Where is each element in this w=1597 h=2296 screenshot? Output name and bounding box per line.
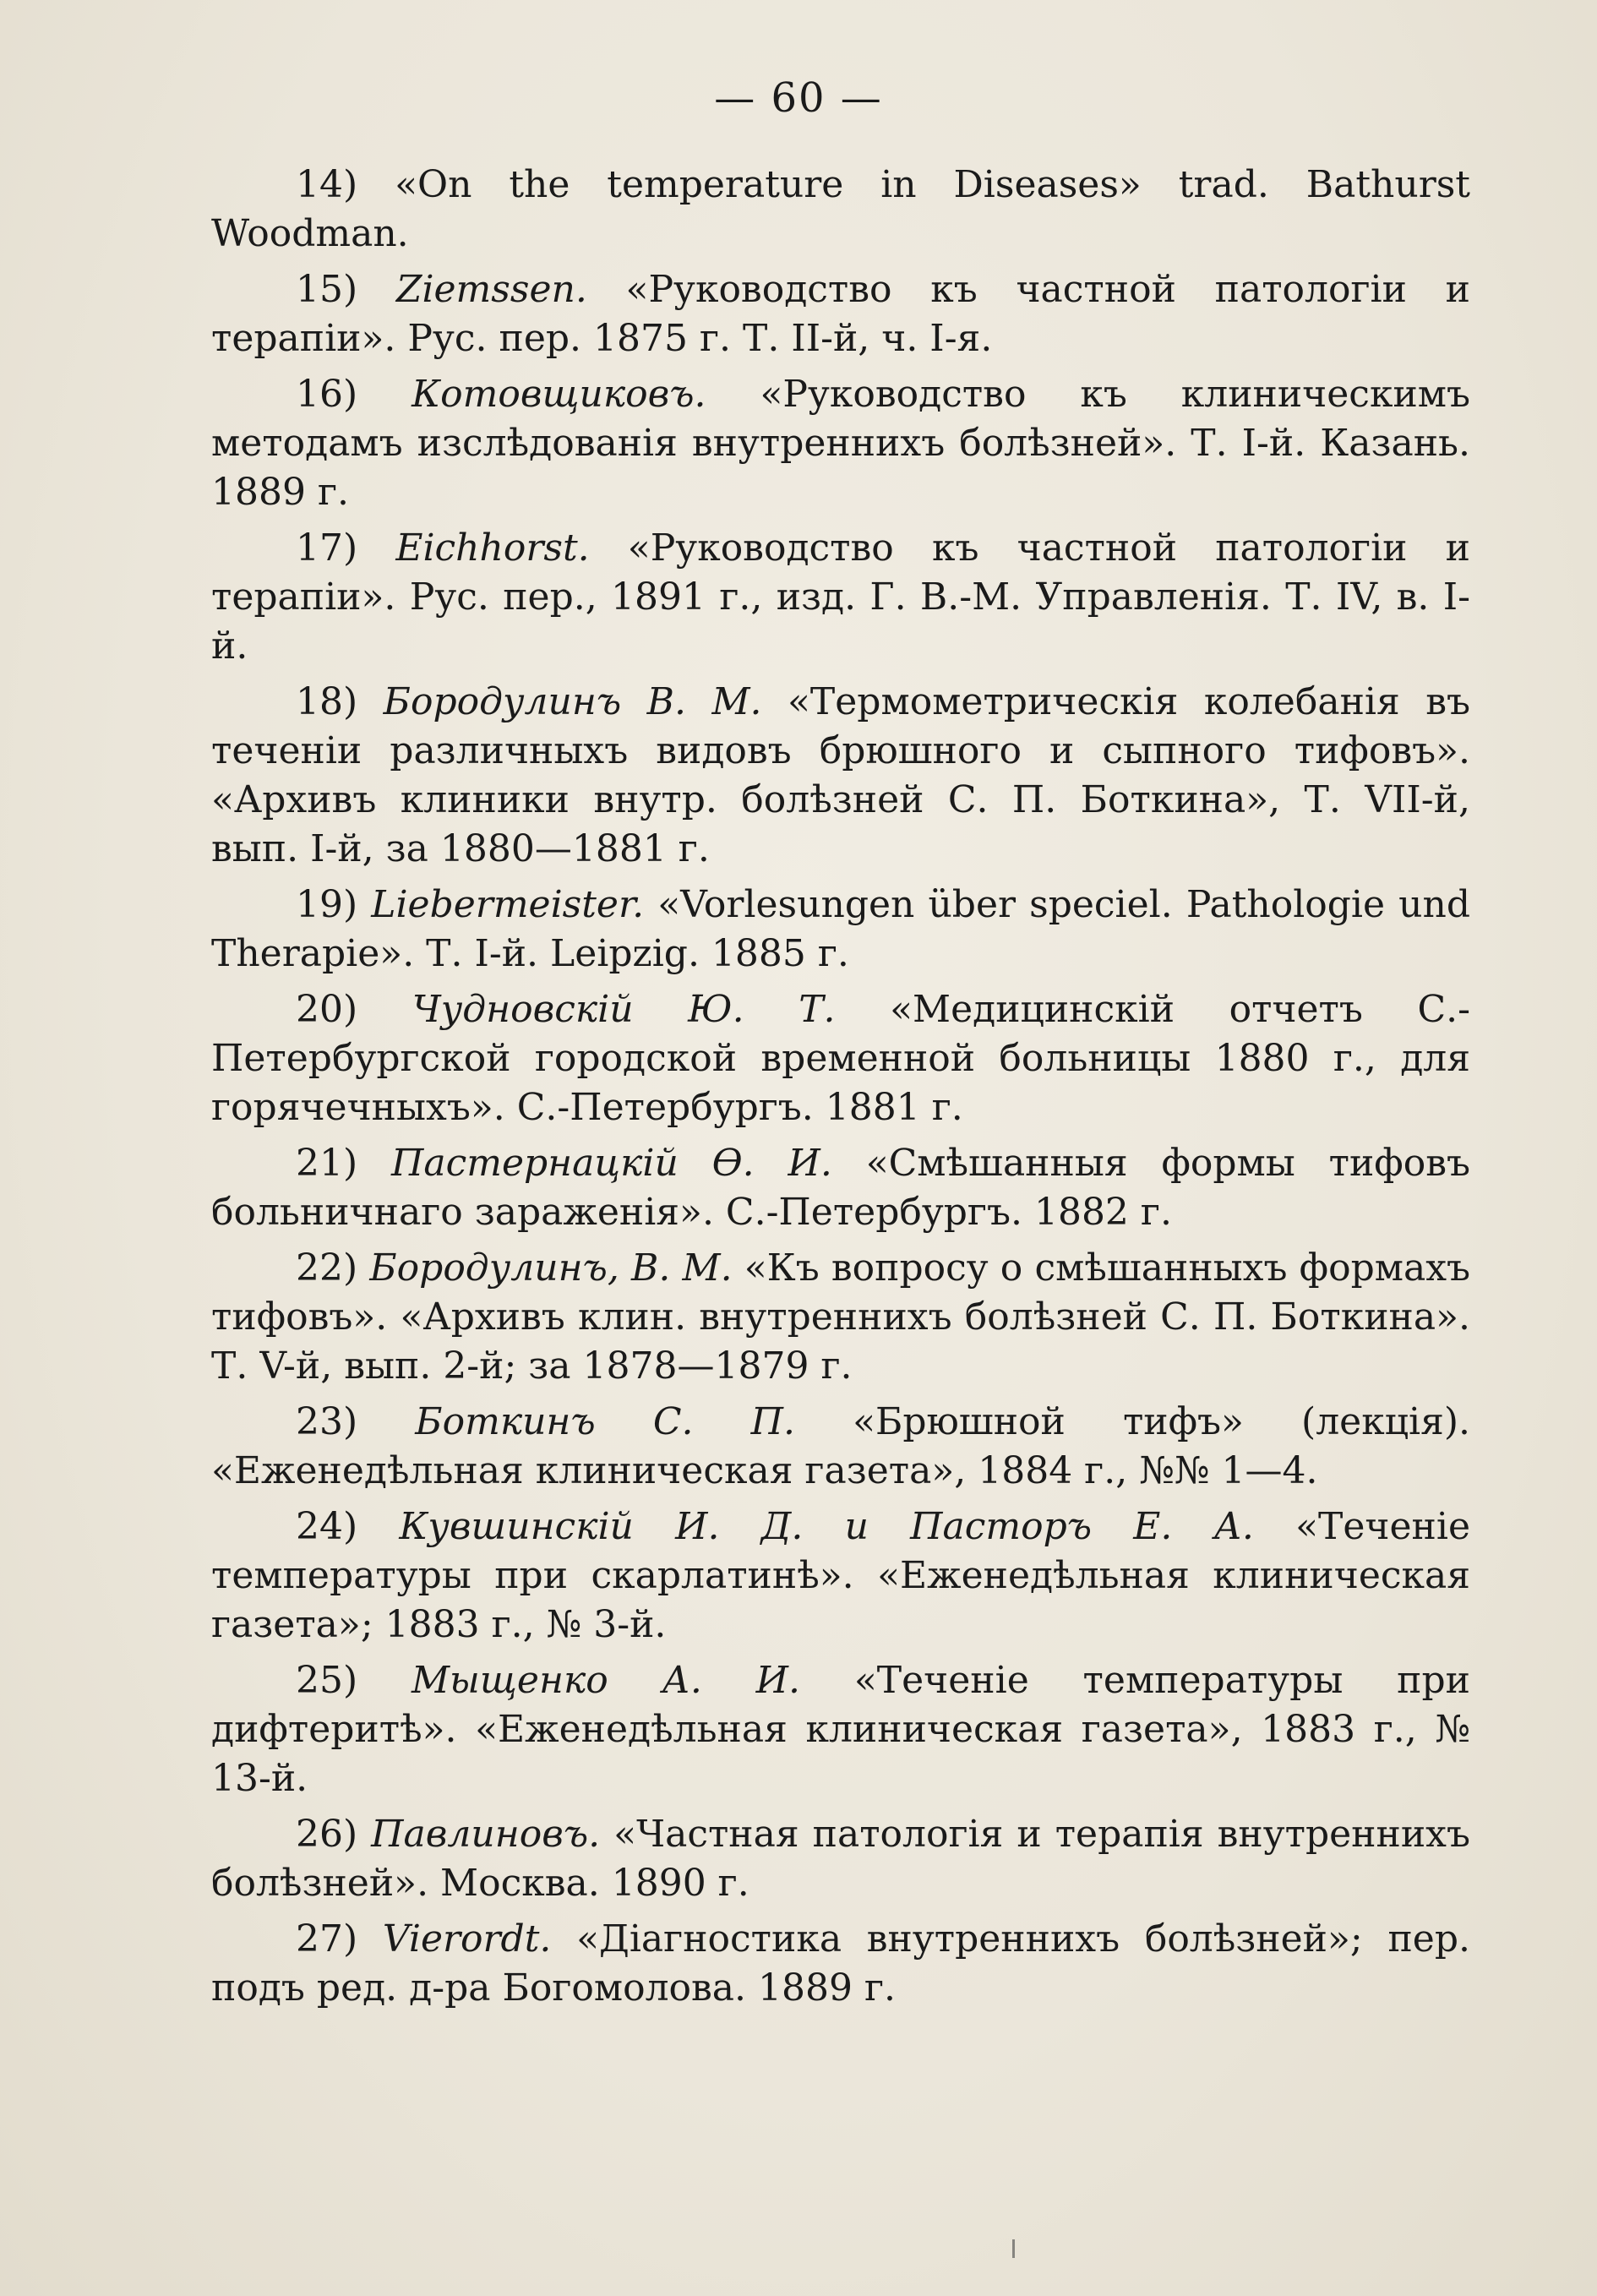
reference-number: 27) — [296, 1917, 358, 1961]
reference-item — [211, 881, 1470, 979]
reference-number: 17) — [296, 526, 358, 570]
reference-number: 22) — [296, 1246, 358, 1290]
reference-list — [211, 161, 1470, 2020]
reference-text: «Частная патологія и терапія внутреннихъ болѣзней». Москва. 1890 г. — [211, 1813, 1470, 1905]
reference-item — [211, 370, 1470, 517]
reference-item — [211, 1244, 1470, 1391]
reference-text: «Руководство къ частной патологіи и терапіи». Рус. пер., 1891 г., изд. Г. В.-М. Управленія. Т. IV, в. I-й. — [211, 526, 1470, 668]
reference-number: 20) — [296, 988, 358, 1031]
reference-number: 25) — [296, 1659, 358, 1702]
reference-author: Павлиновъ. — [371, 1813, 601, 1856]
reference-author: Ziemssen. — [395, 268, 587, 311]
reference-number: 26) — [296, 1813, 358, 1856]
reference-text: «Vorlesungen über speciel. Pathologie und Therapie». Т. I-й. Leipzig. 1885 г. — [211, 883, 1470, 975]
reference-text: «Руководство къ клиническимъ методамъ изслѣдованія внутреннихъ болѣзней». Т. I-й. Казань. 1889 г. — [211, 373, 1470, 514]
reference-author: Кувшинскій И. Д. и Пасторъ Е. А. — [399, 1505, 1254, 1548]
reference-number: 16) — [296, 373, 358, 416]
reference-author: Eichhorst. — [395, 526, 590, 570]
reference-author: Боткинъ С. П. — [415, 1400, 795, 1443]
reference-author: Бородулинъ В. М. — [383, 680, 762, 723]
reference-author: Мыщенко А. И. — [411, 1659, 801, 1702]
reference-author: Liebermeister. — [371, 883, 645, 926]
reference-number: 19) — [296, 883, 358, 926]
reference-item — [211, 678, 1470, 874]
page-number: — 60 — — [714, 74, 883, 122]
print-mark — [1012, 2239, 1015, 2258]
reference-item — [211, 1398, 1470, 1496]
reference-text: «Брюшной тифъ» (лекція). «Еженедѣльная клиническая газета», 1884 г., №№ 1—4. — [211, 1400, 1470, 1492]
reference-item — [211, 1810, 1470, 1908]
reference-text: «Смѣшанныя формы тифовъ больничнаго зараженія». С.-Петербургъ. 1882 г. — [211, 1142, 1470, 1234]
reference-author: Бородулинъ, В. М. — [369, 1246, 733, 1290]
reference-number: 15) — [296, 268, 358, 311]
reference-item — [211, 524, 1470, 671]
reference-author: Котовщиковъ. — [412, 373, 706, 416]
reference-item — [211, 1656, 1470, 1803]
reference-text: «Руководство къ частной патологіи и терапіи». Рус. пер. 1875 г. Т. II-й, ч. I-я. — [211, 268, 1470, 360]
reference-text: «Медицинскій отчетъ С.-Петербургской городской временной больницы 1880 г., для горячечныхъ». С.-Петербургъ. 1881 г. — [211, 988, 1470, 1129]
reference-item — [211, 1502, 1470, 1650]
reference-number: 23) — [296, 1400, 358, 1443]
reference-text: «Къ вопросу о смѣшанныхъ формахъ тифовъ». «Архивъ клин. внутреннихъ болѣзней С. П. Боткина». Т. V-й, вып. 2-й; за 1878—1879 г. — [211, 1246, 1470, 1388]
reference-text: «Теченіе температуры при дифтеритѣ». «Еженедѣльная клиническая газета», 1883 г., № 13-й. — [211, 1659, 1470, 1800]
reference-text: «On the temperature in Diseases» trad. Bathurst Woodman. — [211, 163, 1470, 255]
reference-text: «Термометрическія колебанія въ теченіи различныхъ видовъ брюшного и сыпного тифовъ». «Архивъ клиники внутр. болѣзней С. П. Боткина», Т. VII-й, вып. I-й, за 1880—1881 г. — [211, 680, 1470, 870]
reference-number: 14) — [296, 163, 358, 206]
reference-item — [211, 1915, 1470, 2013]
reference-item — [211, 265, 1470, 363]
reference-number: 24) — [296, 1505, 358, 1548]
reference-text: «Теченіе температуры при скарлатинѣ». «Еженедѣльная клиническая газета»; 1883 г., № 3-й. — [211, 1505, 1470, 1646]
reference-number: 21) — [296, 1142, 358, 1185]
reference-item — [211, 161, 1470, 259]
reference-item — [211, 985, 1470, 1132]
reference-number: 18) — [296, 680, 358, 723]
reference-item — [211, 1139, 1470, 1237]
reference-author: Чудновскій Ю. Т. — [412, 988, 836, 1031]
reference-text: «Діагностика внутреннихъ болѣзней»; пер. подъ ред. д-ра Богомолова. 1889 г. — [211, 1917, 1470, 2010]
reference-author: Пастернацкій Ө. И. — [391, 1142, 832, 1185]
reference-author: Vierordt. — [382, 1917, 552, 1961]
